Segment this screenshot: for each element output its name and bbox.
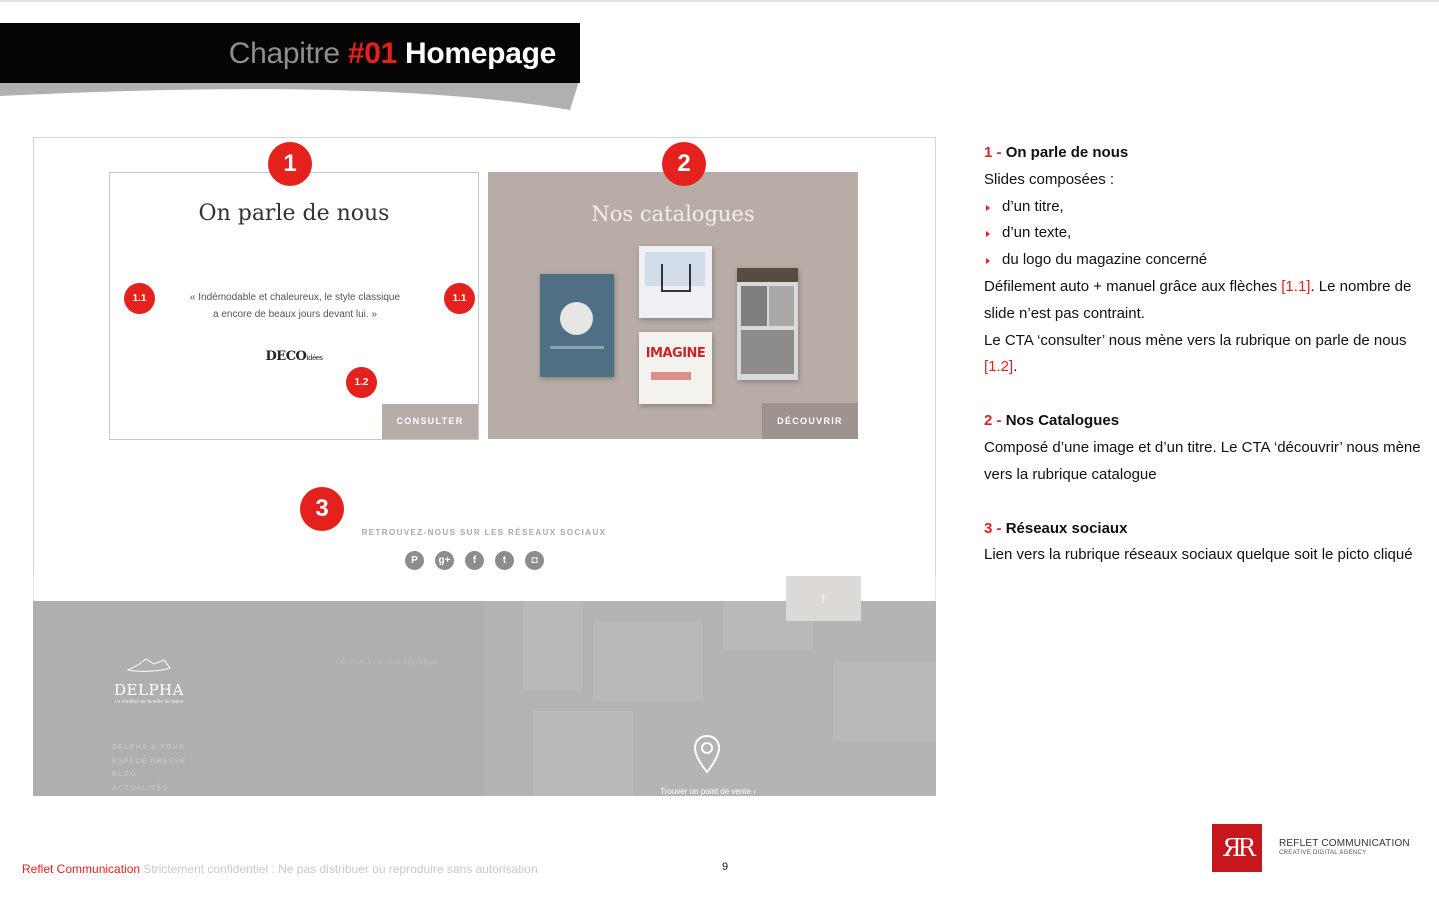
top-rule	[0, 0, 1439, 2]
section1-title: On parle de nous	[1005, 144, 1129, 161]
catalog-cover-bathroom-photo-c	[741, 330, 794, 374]
catalogs-title: Nos catalogues	[591, 202, 755, 226]
delpha-tagline: Le meilleur de la salle de bains	[114, 699, 184, 705]
catalog-imagine-word: IMAGINE	[645, 346, 706, 361]
store-locator-link[interactable]: Trouver un point de vente ›	[660, 787, 756, 796]
section2-title: Nos Catalogues	[1005, 412, 1120, 430]
catalog-cover-bathroom-photo-b	[769, 286, 794, 326]
footer-confidential: Strictement confidentiel : Ne pas distribuer ou reproduire sans autorisation	[143, 862, 538, 876]
section3-text: Lien vers la rubrique réseaux sociaux quelque soit le picto cliqué	[984, 546, 1413, 564]
annotation-marker-1-1-right: 1.1	[444, 283, 475, 314]
social-label: RETROUVEZ-NOUS SUR LES RÉSEAUX SOCIAUX	[361, 528, 607, 537]
list-item: du logo du magazine concerné	[984, 247, 1424, 274]
spacer	[984, 489, 1424, 516]
catalog-cover-blue-strip	[550, 346, 604, 349]
catalog-cover-sketch-mark	[661, 264, 691, 292]
footer-link-blog[interactable]: BLOG	[112, 771, 138, 778]
chapter-title	[229, 37, 556, 71]
section3-heading	[984, 516, 1424, 543]
annotation-marker-2: 2	[662, 142, 706, 186]
section1-cta-text	[984, 328, 1424, 382]
catalogs-card[interactable]	[488, 172, 858, 439]
press-quote-line2: a encore de beaux jours devant lui. »	[213, 309, 377, 320]
section2-number: 2 -	[984, 412, 1002, 430]
delpha-boat-icon	[124, 658, 174, 674]
press-slider-title: On parle de nous	[198, 201, 390, 226]
footer-brand: Reflet Communication	[22, 862, 141, 876]
annotation-marker-1-1-left: 1.1	[124, 283, 155, 314]
social-icons	[405, 551, 555, 573]
delpha-logo[interactable]	[109, 658, 189, 705]
catalog-cover-bathroom-top	[737, 268, 798, 282]
reflet-logo-tagline: CREATIVE DIGITAL AGENCY	[1279, 850, 1367, 856]
annotation-marker-1: 1	[268, 142, 312, 186]
confidential-notice	[22, 862, 538, 876]
press-slider-card	[109, 172, 479, 440]
section1-number: 1 -	[984, 144, 1002, 161]
section1-text-d: .	[1013, 358, 1018, 376]
catalog-cover-imagine	[639, 332, 712, 404]
magazine-logo-main: DECO	[265, 349, 307, 364]
footer-pattern-c	[593, 621, 703, 701]
list-item: d’un titre,	[984, 194, 1424, 221]
footer-address: DELPHA, 2 rue de la République	[336, 659, 439, 666]
section1-text-a: Défilement auto + manuel grâce aux flèches	[984, 277, 1278, 295]
footer-links	[112, 741, 186, 795]
footer-link-actualites[interactable]: ACTUALITÉS	[112, 784, 169, 792]
footer-pattern-b	[523, 601, 583, 691]
section3-title: Réseaux sociaux	[1005, 519, 1128, 537]
scroll-top-button[interactable]: ↑	[786, 576, 861, 621]
section1-text-c: Le CTA ‘consulter’ nous mène vers la rubrique on parle de nous	[984, 331, 1407, 349]
reflet-logo-name: REFLET COMMUNICATION	[1279, 838, 1410, 849]
section1-text-b: . Le nombre de slide n’est pas contraint.	[984, 277, 1412, 322]
homepage-mockup	[33, 137, 936, 576]
section1-ref-1-2: [1.2]	[984, 358, 1014, 376]
press-quote-line1: « Indémodable et chaleureux, le style classique	[189, 292, 401, 303]
catalog-cover-bathroom	[737, 268, 798, 380]
map-pin-icon[interactable]	[693, 734, 721, 776]
facebook-icon[interactable]: f	[465, 551, 484, 570]
section1-heading	[984, 140, 1424, 167]
footer-link-espace-presse[interactable]: ESPACE PRESSE	[112, 757, 187, 765]
footer-link-delpha-vous[interactable]: DELPHA & VOUS	[112, 744, 185, 751]
google-plus-icon[interactable]: g+	[435, 551, 454, 570]
section2-text: Composé d’une image et d’un titre. Le CTA ‘découvrir’ nous mène vers la rubrique catalogue	[984, 438, 1421, 483]
chapter-word: Chapitre	[228, 37, 340, 70]
decouvrir-button[interactable]: DÉCOUVRIR	[762, 403, 858, 439]
annotation-descriptions	[984, 140, 1424, 569]
magazine-logo	[110, 349, 478, 364]
delpha-brand: DELPHA	[114, 681, 184, 699]
spacer	[984, 381, 1424, 408]
page-number: 9	[722, 861, 729, 873]
instagram-icon[interactable]: ◘	[525, 551, 544, 570]
section1-bullets	[984, 194, 1424, 274]
annotation-marker-1-2: 1.2	[346, 367, 377, 398]
annotation-marker-3: 3	[300, 487, 344, 531]
section1-scroll-text	[984, 274, 1424, 328]
consulter-button[interactable]: CONSULTER	[382, 404, 478, 439]
press-quote	[170, 289, 420, 323]
magazine-logo-suffix: idées	[306, 354, 323, 362]
footer-pattern-e	[833, 661, 936, 741]
chapter-name: Homepage	[405, 37, 556, 70]
twitter-icon[interactable]: t	[495, 551, 514, 570]
section3-number: 3 -	[984, 519, 1002, 537]
section2-heading	[984, 408, 1424, 435]
footer-pattern-f	[533, 711, 633, 796]
catalog-cover-bathroom-photo-a	[741, 286, 767, 326]
section1-ref-1-1: [1.1]	[1281, 277, 1311, 295]
catalog-cover-sketch	[639, 246, 712, 318]
section1-intro: Slides composées :	[984, 170, 1115, 188]
list-item: d’un texte,	[984, 220, 1424, 247]
pinterest-icon[interactable]: P	[405, 551, 424, 570]
site-footer	[33, 601, 936, 796]
catalog-cover-blue	[540, 274, 614, 377]
reflet-logo-icon: ЯR	[1212, 824, 1262, 872]
catalog-cover-blue-badge	[560, 302, 593, 335]
chapter-banner	[0, 23, 580, 83]
catalog-cover-imagine-bar	[651, 372, 691, 380]
chapter-number: #01	[347, 37, 397, 70]
